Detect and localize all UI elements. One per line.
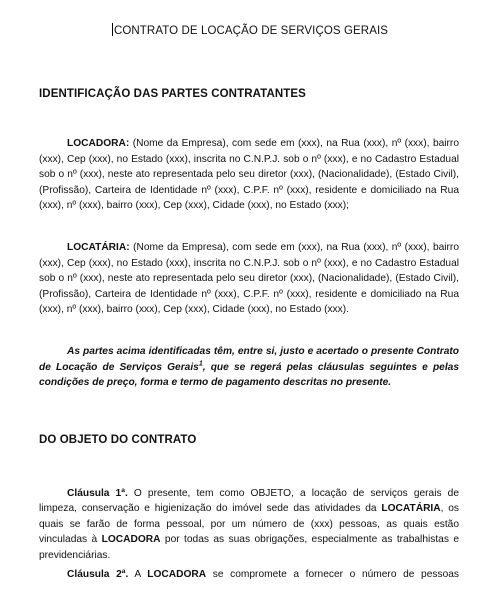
clause-1-text-b: , os quais se farão de forma pessoal, por um número de (xxx) pessoas, as quais estão vinculadas à (39, 503, 460, 546)
clause-1-text-c: por todas as suas obrigações, especialmente as trabalhistas e previdenciárias. (39, 534, 460, 561)
clause-1-locataria: LOCATÁRIA (381, 503, 441, 515)
intro-text-before: As partes acima identificadas têm, entre si, justo e acertado o presente Contrato de Locação de Serviços Gerais (39, 346, 459, 373)
document-title (0, 23, 500, 37)
clause-1-locadora: LOCADORA (101, 534, 161, 546)
clause-2 (39, 567, 459, 582)
footnote-marker: 1 (198, 360, 203, 368)
section-heading-parties: IDENTIFICAÇÃO DAS PARTES CONTRATANTES (39, 88, 306, 100)
document-title-text: CONTRATO DE LOCAÇÃO DE SERVIÇOS GERAIS (113, 25, 389, 37)
locadora-label: LOCADORA: (67, 138, 130, 149)
clause-2-text-b: se compromete a fornecer o número de pessoas (206, 569, 460, 580)
clause-2-locadora: LOCADORA (147, 569, 207, 580)
clause-2-text-a: A (128, 569, 148, 580)
locataria-text: (Nome da Empresa), com sede em (xxx), na Rua (xxx), nº (xxx), bairro (xxx), Cep (xxx), no Estado (xxx), inscrita no C.N.P.J. sob o nº (xxx), e no Cadastro Estadual sob o nº (xxx), neste ato representada pelo seu diretor (xxx), (Nacionalidade), (Estado Civil), (Profissão), Carteira de Identidade nº (xxx), C.P.F. nº (xxx), residente e domiciliado na Rua (xxx), nº (xxx), bairro (xxx), Cep (xxx), Cidade (xxx), no Estado (xxx). (39, 242, 459, 316)
paragraph-locadora (39, 136, 459, 214)
text-cursor (112, 23, 113, 36)
clause-1-text-a: O presente, tem como OBJETO, a locação de serviços gerais de limpeza, conservação e higienização do imóvel sede das atividades da (39, 488, 459, 515)
clause-1 (39, 486, 459, 563)
clause-1-label: Cláusula 1ª. (67, 488, 128, 499)
clause-2-label: Cláusula 2ª. (67, 569, 129, 580)
locadora-text: (Nome da Empresa), com sede em (xxx), na Rua (xxx), nº (xxx), bairro (xxx), Cep (xxx), no Estado (xxx), inscrita no C.N.P.J. sob o nº (xxx), e no Cadastro Estadual sob o nº (xxx), neste ato representada pelo seu diretor (xxx), (Nacionalidade), (Estado Civil), (Profissão), Carteira de Identidade nº (xxx), C.P.F. nº (xxx), residente e domiciliado na Rua (xxx), nº (xxx), bairro (xxx), Cep (xxx), Cidade (xxx), no Estado (xxx); (39, 138, 459, 212)
paragraph-locataria (39, 240, 459, 318)
locataria-label: LOCATÁRIA: (67, 242, 130, 253)
paragraph-intro (39, 344, 459, 391)
section-heading-object: DO OBJETO DO CONTRATO (39, 434, 197, 446)
intro-text-after: , que se regerá pelas cláusulas seguintes e pelas condições de preço, forma e termo de pagamento descritas no presente. (39, 361, 460, 389)
